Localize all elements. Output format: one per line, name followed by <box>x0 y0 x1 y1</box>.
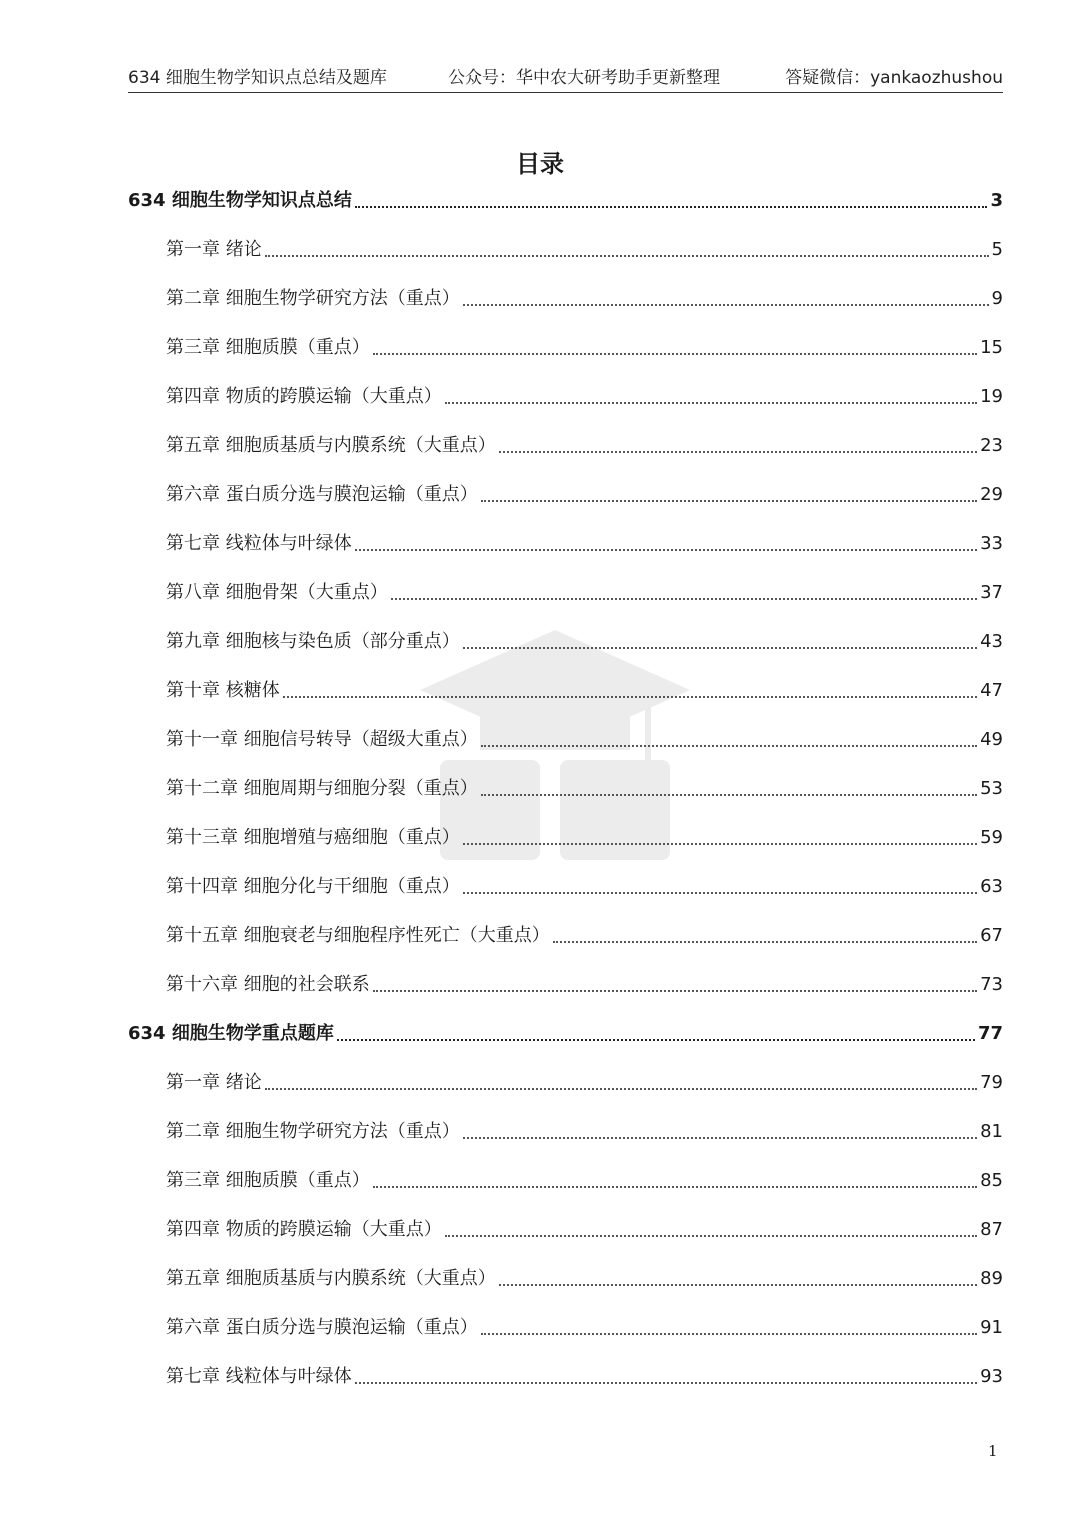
toc-chapter[interactable] <box>166 284 1003 314</box>
toc-chapter-label: 第二章 细胞生物学研究方法（重点） <box>166 288 460 309</box>
toc-leader-dots <box>481 793 977 796</box>
toc-chapter-label: 第五章 细胞质基质与内膜系统（大重点） <box>166 435 496 456</box>
toc-chapter-page: 29 <box>980 484 1003 505</box>
toc-section-label: 634 细胞生物学知识点总结 <box>128 190 352 211</box>
toc-leader-dots <box>355 205 988 208</box>
toc-chapter-label: 第五章 细胞质基质与内膜系统（大重点） <box>166 1268 496 1289</box>
header-wechat-account: 公众号：华中农大研考助手更新整理 <box>448 68 720 88</box>
toc-chapter[interactable] <box>166 627 1003 657</box>
toc-chapter[interactable] <box>166 1313 1003 1343</box>
toc-chapter-label: 第七章 线粒体与叶绿体 <box>166 1366 352 1387</box>
toc-chapter-page: 15 <box>980 337 1003 358</box>
toc-chapter-page: 81 <box>980 1121 1003 1142</box>
toc-chapter[interactable] <box>166 578 1003 608</box>
toc-title: 目录 <box>516 150 564 178</box>
toc-leader-dots <box>283 695 977 698</box>
toc-chapter-label: 第四章 物质的跨膜运输（大重点） <box>166 1219 442 1240</box>
toc-chapter[interactable] <box>166 823 1003 853</box>
toc-section-page: 77 <box>977 1023 1003 1044</box>
toc-leader-dots <box>481 1332 977 1335</box>
toc-chapter-page: 93 <box>980 1366 1003 1387</box>
toc-leader-dots <box>373 989 977 992</box>
toc-chapter-page: 67 <box>980 925 1003 946</box>
toc-section[interactable] <box>128 186 1003 216</box>
toc-chapter-page: 89 <box>980 1268 1003 1289</box>
toc-leader-dots <box>463 1136 977 1139</box>
toc-leader-dots <box>463 303 989 306</box>
toc-leader-dots <box>499 1283 977 1286</box>
toc-section-label: 634 细胞生物学重点题库 <box>128 1023 334 1044</box>
toc-chapter-page: 33 <box>980 533 1003 554</box>
toc-chapter-label: 第三章 细胞质膜（重点） <box>166 337 370 358</box>
header-contact: 答疑微信：yankaozhushou <box>785 68 1003 88</box>
toc-chapter-label: 第十六章 细胞的社会联系 <box>166 974 370 995</box>
toc-chapter[interactable] <box>166 1215 1003 1245</box>
toc-chapter-label: 第九章 细胞核与染色质（部分重点） <box>166 631 460 652</box>
toc-chapter[interactable] <box>166 725 1003 755</box>
toc-leader-dots <box>373 1185 977 1188</box>
toc-chapter-label: 第二章 细胞生物学研究方法（重点） <box>166 1121 460 1142</box>
toc-chapter-label: 第十四章 细胞分化与干细胞（重点） <box>166 876 460 897</box>
toc-leader-dots <box>481 744 977 747</box>
toc-chapter[interactable] <box>166 235 1003 265</box>
toc-chapter[interactable] <box>166 382 1003 412</box>
toc-chapter-label: 第十章 核糖体 <box>166 680 280 701</box>
toc-section-page: 3 <box>990 190 1003 211</box>
toc-chapter-label: 第十二章 细胞周期与细胞分裂（重点） <box>166 778 478 799</box>
toc-chapter[interactable] <box>166 431 1003 461</box>
toc-chapter-label: 第四章 物质的跨膜运输（大重点） <box>166 386 442 407</box>
header-doc-title: 634 细胞生物学知识点总结及题库 <box>128 68 387 88</box>
toc-leader-dots <box>553 940 977 943</box>
toc-chapter-page: 85 <box>980 1170 1003 1191</box>
toc-chapter[interactable] <box>166 774 1003 804</box>
toc-chapter[interactable] <box>166 1166 1003 1196</box>
toc-leader-dots <box>463 646 977 649</box>
toc-leader-dots <box>445 401 977 404</box>
toc-chapter[interactable] <box>166 1264 1003 1294</box>
toc-leader-dots <box>265 1087 977 1090</box>
toc-leader-dots <box>337 1038 975 1041</box>
toc-chapter[interactable] <box>166 480 1003 510</box>
toc-chapter-page: 87 <box>980 1219 1003 1240</box>
toc-chapter[interactable] <box>166 333 1003 363</box>
toc-chapter-page: 91 <box>980 1317 1003 1338</box>
toc-chapter-label: 第八章 细胞骨架（大重点） <box>166 582 388 603</box>
toc-chapter[interactable] <box>166 872 1003 902</box>
toc-leader-dots <box>355 1381 977 1384</box>
toc-leader-dots <box>265 254 989 257</box>
page-header <box>128 64 1003 93</box>
toc-chapter[interactable] <box>166 1362 1003 1392</box>
toc-chapter-label: 第六章 蛋白质分选与膜泡运输（重点） <box>166 1317 478 1338</box>
toc-leader-dots <box>445 1234 977 1237</box>
toc-chapter-label: 第十一章 细胞信号转导（超级大重点） <box>166 729 478 750</box>
toc-chapter[interactable] <box>166 921 1003 951</box>
toc-chapter-page: 5 <box>991 239 1003 260</box>
toc-chapter-page: 73 <box>980 974 1003 995</box>
toc-chapter-label: 第六章 蛋白质分选与膜泡运输（重点） <box>166 484 478 505</box>
toc-chapter[interactable] <box>166 676 1003 706</box>
toc-chapter-page: 79 <box>980 1072 1003 1093</box>
toc-leader-dots <box>355 548 977 551</box>
toc-chapter-label: 第三章 细胞质膜（重点） <box>166 1170 370 1191</box>
toc-leader-dots <box>499 450 977 453</box>
toc-chapter-page: 37 <box>980 582 1003 603</box>
toc-chapter-page: 53 <box>980 778 1003 799</box>
toc-leader-dots <box>481 499 977 502</box>
toc-chapter-page: 63 <box>980 876 1003 897</box>
toc-chapter-label: 第十五章 细胞衰老与细胞程序性死亡（大重点） <box>166 925 550 946</box>
toc-chapter[interactable] <box>166 529 1003 559</box>
toc-chapter-label: 第一章 绪论 <box>166 239 262 260</box>
toc-leader-dots <box>463 842 977 845</box>
toc-leader-dots <box>463 891 977 894</box>
toc-chapter-page: 9 <box>991 288 1003 309</box>
toc-chapter-page: 59 <box>980 827 1003 848</box>
toc-chapter-page: 23 <box>980 435 1003 456</box>
toc-chapter-page: 43 <box>980 631 1003 652</box>
toc-leader-dots <box>373 352 977 355</box>
toc-section[interactable] <box>128 1019 1003 1049</box>
toc-chapter-label: 第十三章 细胞增殖与癌细胞（重点） <box>166 827 460 848</box>
toc-chapter[interactable] <box>166 1117 1003 1147</box>
toc-chapter-page: 19 <box>980 386 1003 407</box>
toc-chapter-label: 第七章 线粒体与叶绿体 <box>166 533 352 554</box>
toc-chapter-page: 49 <box>980 729 1003 750</box>
toc-leader-dots <box>391 597 977 600</box>
toc-chapter-page: 47 <box>980 680 1003 701</box>
toc-chapter[interactable] <box>166 970 1003 1000</box>
page-number: 1 <box>988 1442 998 1460</box>
toc-chapter-label: 第一章 绪论 <box>166 1072 262 1093</box>
toc-chapter[interactable] <box>166 1068 1003 1098</box>
